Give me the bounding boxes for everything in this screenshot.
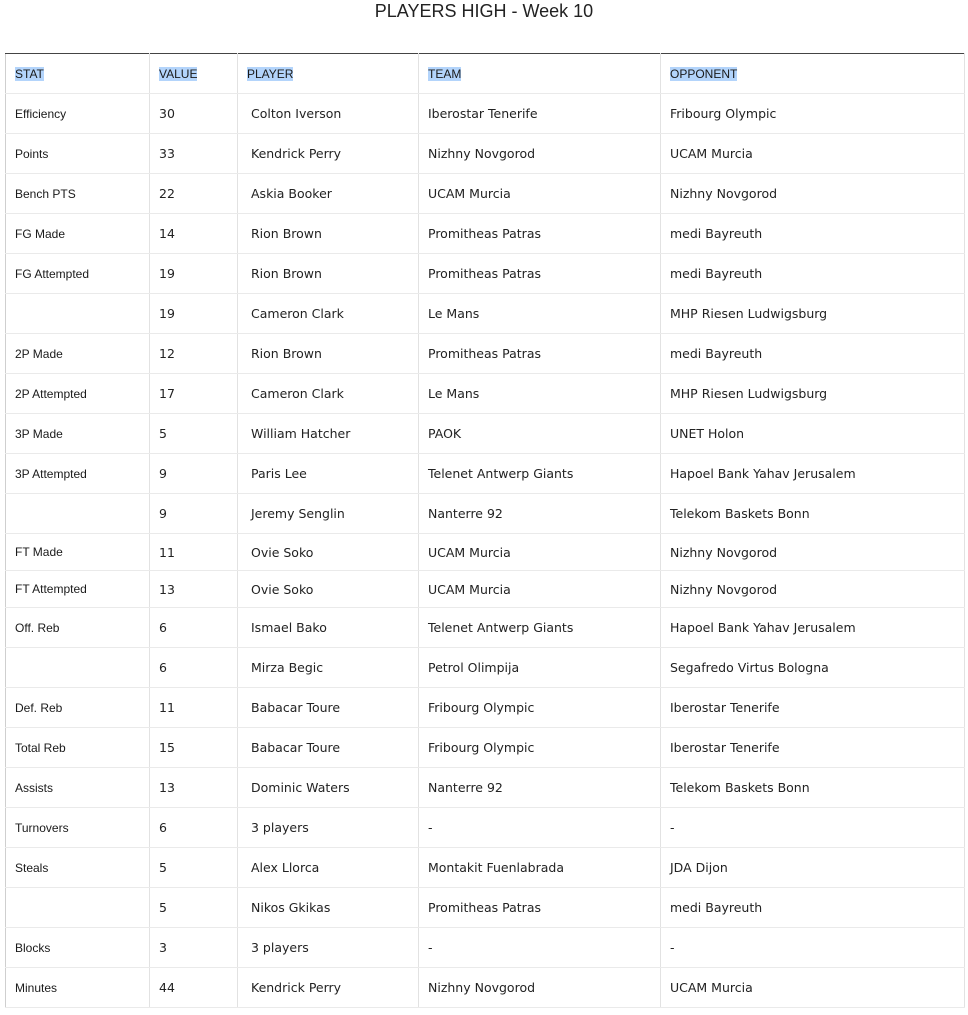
stat-cell	[6, 648, 150, 688]
stat-cell: 2P Made	[6, 334, 150, 374]
value-cell: 6	[150, 808, 238, 848]
stat-cell	[6, 888, 150, 928]
value-cell: 9	[150, 494, 238, 534]
player-cell: Babacar Toure	[238, 728, 419, 768]
table-row	[6, 454, 965, 494]
player-cell: 3 players	[238, 808, 419, 848]
table-header-row	[6, 54, 965, 94]
stat-cell: 3P Made	[6, 414, 150, 454]
opponent-cell: Iberostar Tenerife	[661, 688, 965, 728]
value-cell: 12	[150, 334, 238, 374]
value-cell: 5	[150, 888, 238, 928]
team-cell: Telenet Antwerp Giants	[419, 454, 661, 494]
team-cell: Petrol Olimpija	[419, 648, 661, 688]
player-cell: Rion Brown	[238, 254, 419, 294]
team-cell: Nizhny Novgorod	[419, 134, 661, 174]
opponent-cell: medi Bayreuth	[661, 214, 965, 254]
page-title: PLAYERS HIGH - Week 10	[374, 1, 594, 21]
player-cell: Askia Booker	[238, 174, 419, 214]
table-row	[6, 254, 965, 294]
team-cell: UCAM Murcia	[419, 571, 661, 608]
team-cell: UCAM Murcia	[419, 534, 661, 571]
team-cell: Telenet Antwerp Giants	[419, 608, 661, 648]
opponent-cell: UCAM Murcia	[661, 968, 965, 1008]
stat-cell: Blocks	[6, 928, 150, 968]
team-cell: -	[419, 928, 661, 968]
opponent-cell: Nizhny Novgorod	[661, 174, 965, 214]
value-cell: 3	[150, 928, 238, 968]
table-row	[6, 808, 965, 848]
player-cell: Jeremy Senglin	[238, 494, 419, 534]
table-row	[6, 294, 965, 334]
opponent-cell: Telekom Baskets Bonn	[661, 768, 965, 808]
value-cell: 9	[150, 454, 238, 494]
player-cell: Ismael Bako	[238, 608, 419, 648]
stat-cell: Total Reb	[6, 728, 150, 768]
opponent-cell: Nizhny Novgorod	[661, 571, 965, 608]
value-cell: 5	[150, 414, 238, 454]
team-cell: Iberostar Tenerife	[419, 94, 661, 134]
table-row	[6, 608, 965, 648]
value-cell: 13	[150, 768, 238, 808]
table-row	[6, 688, 965, 728]
team-cell: Fribourg Olympic	[419, 728, 661, 768]
stat-cell	[6, 294, 150, 334]
opponent-cell: UCAM Murcia	[661, 134, 965, 174]
value-cell: 17	[150, 374, 238, 414]
stat-cell: FG Attempted	[6, 254, 150, 294]
value-cell: 11	[150, 534, 238, 571]
opponent-cell: Telekom Baskets Bonn	[661, 494, 965, 534]
stat-cell: 2P Attempted	[6, 374, 150, 414]
stat-cell: Turnovers	[6, 808, 150, 848]
players-high-table	[5, 53, 965, 1008]
value-cell: 6	[150, 648, 238, 688]
team-cell: Promitheas Patras	[419, 334, 661, 374]
team-cell: Promitheas Patras	[419, 888, 661, 928]
stat-cell: Bench PTS	[6, 174, 150, 214]
table-row	[6, 414, 965, 454]
opponent-cell: UNET Holon	[661, 414, 965, 454]
player-cell: Cameron Clark	[238, 374, 419, 414]
player-cell: Ovie Soko	[238, 571, 419, 608]
header-value[interactable]: VALUE	[150, 54, 238, 94]
value-cell: 44	[150, 968, 238, 1008]
stat-cell: Off. Reb	[6, 608, 150, 648]
player-cell: Nikos Gkikas	[238, 888, 419, 928]
opponent-cell: Fribourg Olympic	[661, 94, 965, 134]
value-cell: 6	[150, 608, 238, 648]
value-cell: 13	[150, 571, 238, 608]
stat-cell: FT Attempted	[6, 571, 150, 608]
player-cell: Alex Llorca	[238, 848, 419, 888]
team-cell: PAOK	[419, 414, 661, 454]
player-cell: Rion Brown	[238, 214, 419, 254]
opponent-cell: Hapoel Bank Yahav Jerusalem	[661, 608, 965, 648]
player-cell: Dominic Waters	[238, 768, 419, 808]
header-player[interactable]: PLAYER	[238, 54, 419, 94]
team-cell: -	[419, 808, 661, 848]
opponent-cell: Nizhny Novgorod	[661, 534, 965, 571]
header-opponent[interactable]: OPPONENT	[661, 54, 965, 94]
table-row	[6, 214, 965, 254]
team-cell: Le Mans	[419, 294, 661, 334]
player-cell: Kendrick Perry	[238, 134, 419, 174]
stat-cell: FT Made	[6, 534, 150, 571]
stat-cell: Def. Reb	[6, 688, 150, 728]
stat-cell: Assists	[6, 768, 150, 808]
table-row	[6, 571, 965, 608]
team-cell: Promitheas Patras	[419, 214, 661, 254]
player-cell: Kendrick Perry	[238, 968, 419, 1008]
opponent-cell: JDA Dijon	[661, 848, 965, 888]
stat-cell: 3P Attempted	[6, 454, 150, 494]
opponent-cell: medi Bayreuth	[661, 888, 965, 928]
table-row	[6, 374, 965, 414]
table-row	[6, 648, 965, 688]
opponent-cell: Hapoel Bank Yahav Jerusalem	[661, 454, 965, 494]
player-cell: Rion Brown	[238, 334, 419, 374]
stat-cell: Minutes	[6, 968, 150, 1008]
table-row	[6, 888, 965, 928]
player-cell: William Hatcher	[238, 414, 419, 454]
header-team[interactable]: TEAM	[419, 54, 661, 94]
opponent-cell: Segafredo Virtus Bologna	[661, 648, 965, 688]
value-cell: 33	[150, 134, 238, 174]
opponent-cell: -	[661, 808, 965, 848]
table-row	[6, 728, 965, 768]
value-cell: 22	[150, 174, 238, 214]
player-cell: Babacar Toure	[238, 688, 419, 728]
team-cell: UCAM Murcia	[419, 174, 661, 214]
table-row	[6, 534, 965, 571]
value-cell: 19	[150, 254, 238, 294]
table-row	[6, 968, 965, 1008]
table-row	[6, 134, 965, 174]
value-cell: 30	[150, 94, 238, 134]
table-row	[6, 334, 965, 374]
stat-cell	[6, 494, 150, 534]
stat-cell: Steals	[6, 848, 150, 888]
player-cell: Cameron Clark	[238, 294, 419, 334]
opponent-cell: medi Bayreuth	[661, 254, 965, 294]
player-cell: 3 players	[238, 928, 419, 968]
stat-cell: FG Made	[6, 214, 150, 254]
table-row	[6, 174, 965, 214]
player-cell: Mirza Begic	[238, 648, 419, 688]
team-cell: Nanterre 92	[419, 768, 661, 808]
opponent-cell: MHP Riesen Ludwigsburg	[661, 374, 965, 414]
opponent-cell: medi Bayreuth	[661, 334, 965, 374]
player-cell: Paris Lee	[238, 454, 419, 494]
table-row	[6, 928, 965, 968]
table-row	[6, 848, 965, 888]
team-cell: Le Mans	[419, 374, 661, 414]
table-row	[6, 768, 965, 808]
stat-cell: Points	[6, 134, 150, 174]
value-cell: 5	[150, 848, 238, 888]
value-cell: 14	[150, 214, 238, 254]
value-cell: 15	[150, 728, 238, 768]
team-cell: Fribourg Olympic	[419, 688, 661, 728]
team-cell: Nizhny Novgorod	[419, 968, 661, 1008]
team-cell: Promitheas Patras	[419, 254, 661, 294]
value-cell: 19	[150, 294, 238, 334]
team-cell: Montakit Fuenlabrada	[419, 848, 661, 888]
table-body	[6, 94, 965, 1008]
table-row	[6, 94, 965, 134]
opponent-cell: -	[661, 928, 965, 968]
table-row	[6, 494, 965, 534]
player-cell: Colton Iverson	[238, 94, 419, 134]
opponent-cell: MHP Riesen Ludwigsburg	[661, 294, 965, 334]
team-cell: Nanterre 92	[419, 494, 661, 534]
player-cell: Ovie Soko	[238, 534, 419, 571]
header-stat[interactable]: STAT	[6, 54, 150, 94]
stat-cell: Efficiency	[6, 94, 150, 134]
opponent-cell: Iberostar Tenerife	[661, 728, 965, 768]
value-cell: 11	[150, 688, 238, 728]
